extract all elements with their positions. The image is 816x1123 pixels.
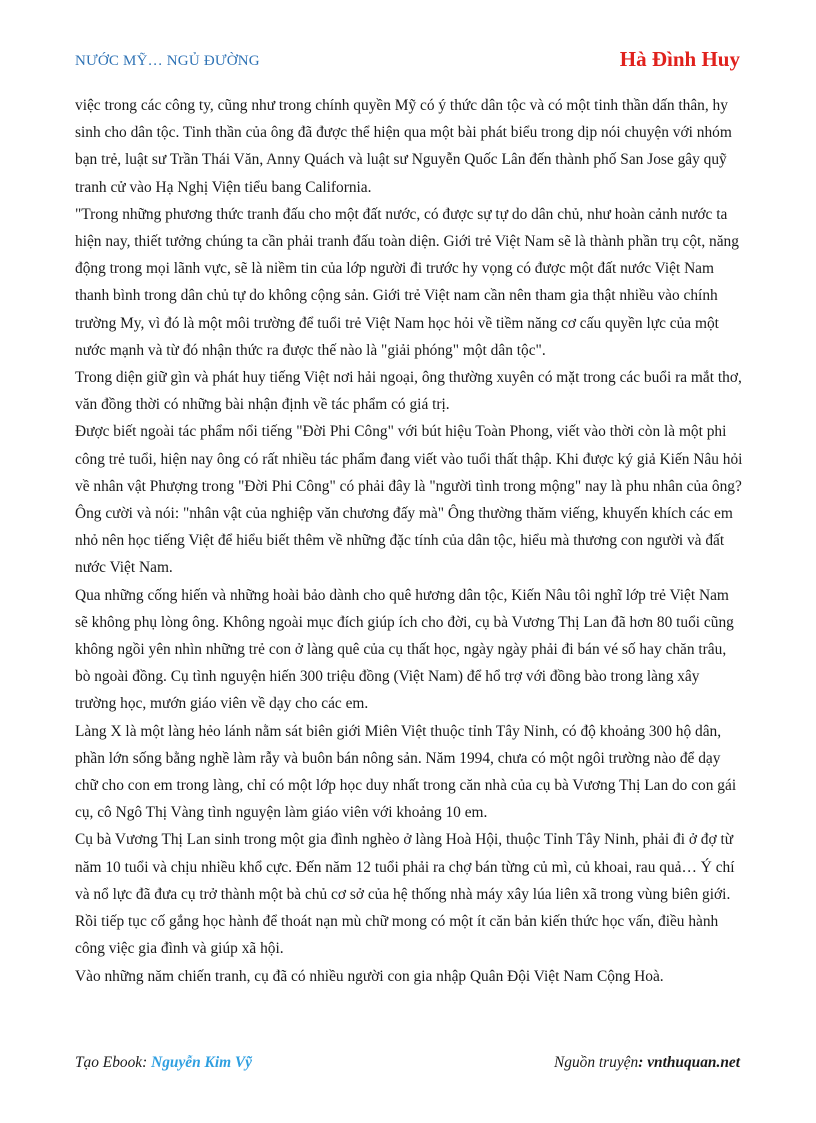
source-site: vnthuquan.net [647,1054,740,1071]
paragraph: Qua những cống hiến và những hoài bảo dành cho quê hương dân tộc, Kiến Nâu tôi nghĩ lớp trẻ Việt Nam sẽ không phụ lòng ông. Không ngoài mục đích giúp ích cho đời, cụ bà Vương Thị Lan đã hơn 80 tuổi cũng không ngồi yên nhìn những trẻ con ở làng quê của cụ thất học, ngày ngày phải đi bán vé số hay chăn trâu, bò ngoài đồng. Cụ tình nguyện hiến 300 triệu đồng (Việt Nam) để hổ trợ với đồng bào trong làng xây trường học, mướn giáo viên về dạy cho các em. [75,586,734,713]
paragraph: Làng X là một làng hẻo lánh nằm sát biên giới Miên Việt thuộc tỉnh Tây Ninh, có độ khoảng 300 hộ dân, phần lớn sống bằng nghề làm rẫy và buôn bán nông sản. Năm 1994, chưa có một ngôi trường nào để dạy chữ cho con em trong làng, chỉ có một lớp học duy nhất trong căn nhà của cụ bà Vương Thị Lan do con gái cụ, cô Ngô Thị Vàng tình nguyện làm giáo viên với khoảng 10 em. [75,722,737,822]
paragraph: Cụ bà Vương Thị Lan sinh trong một gia đình nghèo ở làng Hoà Hội, thuộc Tỉnh Tây Ninh, phải đi ở đợ từ năm 10 tuổi và chịu nhiều khổ cực. Đến năm 12 tuổi phải ra chợ bán từng củ mì, củ khoai, rau quả… Ý chí và nổ lực đã đưa cụ trở thành một bà chủ cơ sở của hệ thống nhà máy xây lúa liên xã trong vùng biên giới. Rồi tiếp tục cố gắng học hành để thoát nạn mù chữ mong có một ít căn bản kiến thức học vấn, điều hành công việc gia đình và giúp xã hội. [75,831,735,958]
paragraph: việc trong các công ty, cũng như trong chính quyền Mỹ có ý thức dân tộc và có một tinh thần dấn thân, hy sinh cho dân tộc. Tinh thần của ông đã được thể hiện qua một bài phát biểu trong dịp nói chuyện với nhóm bạn trẻ, luật sư Trần Thái Văn, Anny Quách và luật sư Nguyễn Quốc Lân đến thành phố San Jose gây quỹ tranh cử vào Hạ Nghị Viện tiểu bang California. [75,97,732,196]
source-credit: Nguồn truyện: vnthuquan.net [553,1054,740,1071]
paragraph: Trong diện giữ gìn và phát huy tiếng Việt nơi hải ngoại, ông thường xuyên có mặt trong các buổi ra mắt thơ, văn đồng thời có những bài nhận định về tác phẩm có giá trị. [75,369,742,414]
author-name: Hà Đình Huy [619,47,740,71]
source-label: Nguồn truyện [553,1054,639,1071]
ebook-label: Tạo Ebook [75,1054,143,1071]
page-header [75,47,740,77]
paragraph: Được biết ngoài tác phẩm nổi tiếng "Đời Phi Công" với bút hiệu Toàn Phong, viết vào thời còn là một phi công trẻ tuổi, hiện nay ông có rất nhiều tác phẩm đang viết vào tuổi thất thập. Khi được ký giả Kiến Nâu hỏi về nhân vật Phượng trong "Đời Phi Công" có phải đây là "người tình trong mộng" nay là phu nhân của ông? Ông cười và nói: "nhân vật của nghiệp văn chương đấy mà" Ông thường thăm viếng, khuyến khích các em nhỏ nên học tiếng Việt để hiểu biết thêm về những đặc tính của dân tộc, hiểu mà thương con người và đất nước Việt Nam. [75,423,743,577]
page-body [75,92,743,990]
ebook-credit: Tạo Ebook: Nguyễn Kim Vỹ [75,1054,253,1071]
paragraph: "Trong những phương thức tranh đấu cho một đất nước, có được sự tự do dân chủ, như hoàn cảnh nước ta hiện nay, thiết tưởng chúng ta cần phải tranh đấu toàn diện. Giới trẻ Việt Nam sẽ là thành phần trụ cột, năng động trong mọi lãnh vực, sẽ là niềm tin của lớp người đi trước hy vọng có được một đất nước Việt Nam thanh bình trong dân chủ tự do không cộng sản. Giới trẻ Việt nam cần nên tham gia thật nhiều vào chính trường My, vì đó là một môi trường để tuổi trẻ Việt Nam học hỏi về tiềm năng cơ cấu quyền lực của một nước mạnh và từ đó nhận thức ra được thế nào là "giải phóng" một dân tộc". [75,205,739,359]
page-footer [75,1054,740,1076]
ebook-maker: Nguyễn Kim Vỹ [151,1054,253,1071]
paragraph: Vào những năm chiến tranh, cụ đã có nhiều người con gia nhập Quân Đội Việt Nam Cộng Hoà. [75,967,664,985]
book-title: NƯỚC MỸ… NGỦ ĐƯỜNG [75,53,260,69]
